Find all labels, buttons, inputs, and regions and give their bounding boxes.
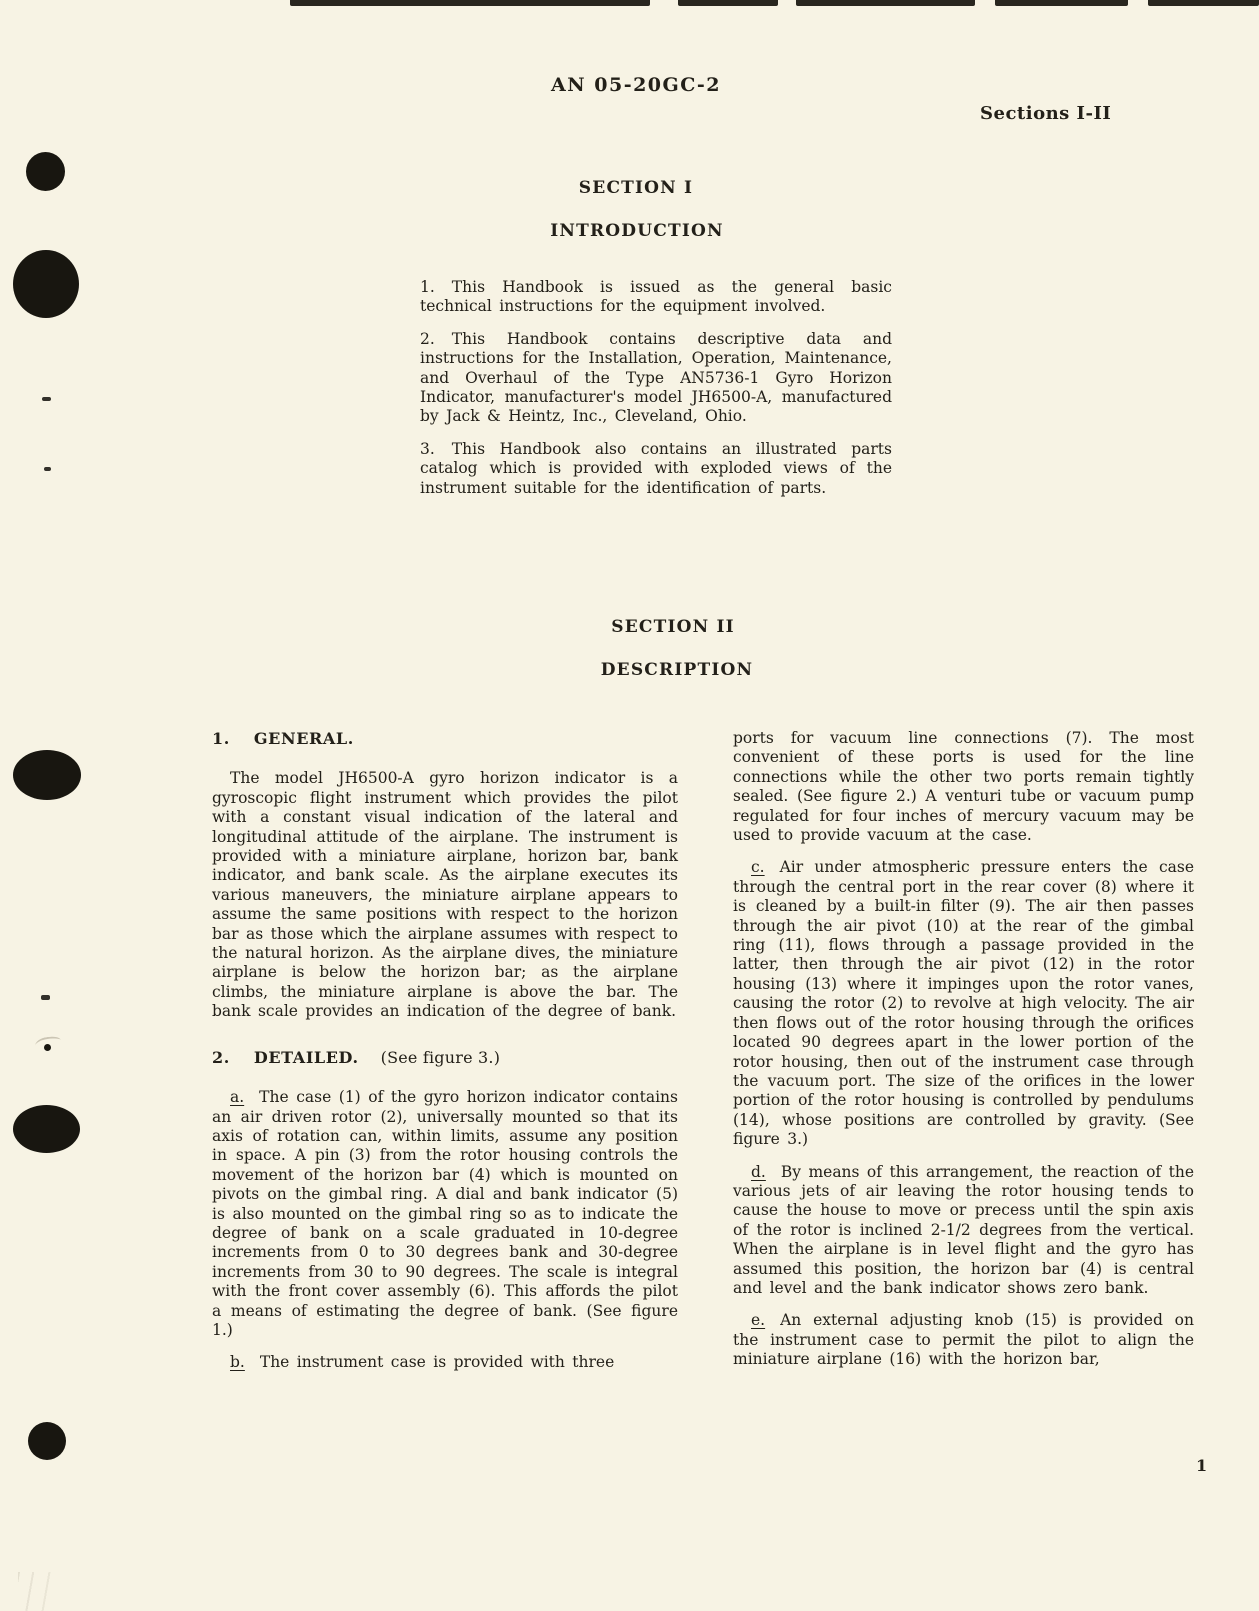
paragraph-number: 3.: [420, 439, 435, 458]
heading-number: 1.: [212, 729, 230, 748]
scan-smudge: [18, 1572, 208, 1611]
general-heading: [212, 729, 678, 748]
ink-dot: [13, 1105, 80, 1153]
heading-text: GENERAL.: [253, 729, 354, 748]
intro-paragraph-1: [420, 278, 892, 317]
item-letter: d.: [751, 1162, 766, 1181]
scan-edge-artifact: [1148, 0, 1259, 6]
heading-number: 2.: [212, 1047, 230, 1067]
detailed-item-d: [733, 1163, 1194, 1299]
heading-note: (See figure 3.): [380, 1047, 501, 1067]
scan-edge-artifact: [290, 0, 650, 6]
general-body: The model JH6500-A gyro horizon indicator is a gyroscopic flight instrument which provides the pilot with a constant visual indication of the lateral and longitudinal attitude of the airplane. The instrument is provided with a miniature airplane, horizon bar, bank indicator, and bank scale. As the airplane executes its various maneuvers, the miniature airplane appears to assume the same positions with respect to the horizon bar as those which the airplane assumes with respect to the natural horizon. As the airplane dives, the miniature airplane is below the horizon bar; as the airplane climbs, the miniature airplane is above the bar. The bank scale provides an indication of the degree of bank.: [212, 769, 678, 1021]
ink-dot: [13, 750, 81, 800]
sections-range-label: Sections I-II: [980, 103, 1112, 124]
item-text: The case (1) of the gyro horizon indicator contains an air driven rotor (2), universally mounted so that its axis of rotation can, within limits, assume any position in space. A pin (3) from the rotor housing controls the movement of the horizon bar (4) which is mounted on pivots on the gimbal ring. A dial and bank indicator (5) is also mounted on the gimbal ring so as to indicate the degree of bank on a scale graduated in 10-degree increments from 0 to 30 degrees bank and 30-degree increments from 30 to 90 degrees. The scale is integral with the front cover assembly (6). This affords the pilot a means of estimating the degree of bank. (See figure 1.): [212, 1088, 678, 1339]
section2-title: SECTION II: [611, 617, 735, 637]
ink-dot: [26, 152, 65, 191]
paragraph-text: This Handbook contains descriptive data and instructions for the Installation, Operation, Maintenance, and Overhaul of the Type AN5736-1 Gyro Horizon Indicator, manufacturer's model JH6500-A, manufactured by Jack & Heintz, Inc., Cleveland, Ohio.: [420, 329, 892, 426]
item-text: By means of this arrangement, the reaction of the various jets of air leaving the rotor housing tends to cause the house to move or precess until the spin axis of the rotor is inclined 2-1/2 degrees from the vertical. When the airplane is in level flight and the gyro has assumed this position, the horizon bar (4) is central and level and the bank indicator shows zero bank.: [733, 1162, 1194, 1297]
paragraph-text: This Handbook is issued as the general basic technical instructions for the equipment involved.: [420, 278, 892, 316]
detailed-item-b-continuation: ports for vacuum line connections (7). The most convenient of these ports is used for the line connections while the other two ports remain tightly sealed. (See figure 2.) A venturi tube or vacuum pump regulated for four inches of mercury vacuum may be used to provide vacuum at the case.: [733, 729, 1194, 845]
item-letter: c.: [751, 858, 765, 877]
ink-dash: [41, 995, 50, 1000]
introduction-paragraphs: [420, 278, 892, 498]
right-column: [733, 729, 1194, 1370]
ink-dash: [42, 397, 51, 401]
detailed-item-c: [733, 858, 1194, 1149]
page-number: 1: [1196, 1456, 1208, 1475]
paragraph-text: This Handbook also contains an illustrated parts catalog which is provided with exploded views of the instrument suitable for the identification of parts.: [420, 439, 892, 497]
scan-edge-artifact: [796, 0, 975, 6]
paragraph-number: 1.: [420, 278, 435, 296]
item-text: The instrument case is provided with three: [259, 1353, 615, 1372]
scan-edge-artifact: [678, 0, 778, 6]
detailed-heading: [212, 1048, 678, 1067]
ink-dot: [28, 1422, 66, 1460]
section1-subtitle: INTRODUCTION: [550, 221, 724, 241]
ink-dot: [13, 250, 79, 318]
paragraph-number: 2.: [420, 329, 435, 348]
left-column: [212, 729, 678, 1373]
item-letter: a.: [230, 1088, 245, 1107]
item-text: An external adjusting knob (15) is provided on the instrument case to permit the pilot to align the miniature airplane (16) with the horizon bar,: [733, 1311, 1194, 1369]
item-text: Air under atmospheric pressure enters the case through the central port in the rear cover (8) where it is cleaned by a built-in filter (9). The air then passes through the air pivot (10) at the rear of the gimbal ring (11), flows through a passage provided in the latter, then through the air pivot (12) in the rotor housing (13) where it impinges upon the rotor vanes, causing the rotor (2) to revolve at high velocity. The air then flows out of the rotor housing through the orifices located 90 degrees apart in the lower portion of the rotor housing, then out of the instrument case through the vacuum port. The size of the orifices in the lower portion of the rotor housing is controlled by pendulums (14), whose positions are controlled by gravity. (See figure 3.): [733, 858, 1194, 1149]
ink-dash: [44, 467, 51, 471]
ink-dot: [44, 1044, 51, 1051]
doc-number: AN 05-20GC-2: [551, 74, 721, 96]
detailed-item-b-start: [212, 1353, 678, 1372]
scan-edge-artifact: [995, 0, 1128, 6]
heading-text: DETAILED.: [253, 1047, 359, 1067]
detailed-item-a: [212, 1088, 678, 1340]
detailed-item-e: [733, 1311, 1194, 1369]
item-letter: b.: [230, 1353, 245, 1372]
intro-paragraph-2: [420, 330, 892, 427]
intro-paragraph-3: [420, 440, 892, 498]
section1-title: SECTION I: [578, 178, 694, 198]
item-letter: e.: [751, 1311, 766, 1330]
section2-subtitle: DESCRIPTION: [600, 660, 754, 680]
